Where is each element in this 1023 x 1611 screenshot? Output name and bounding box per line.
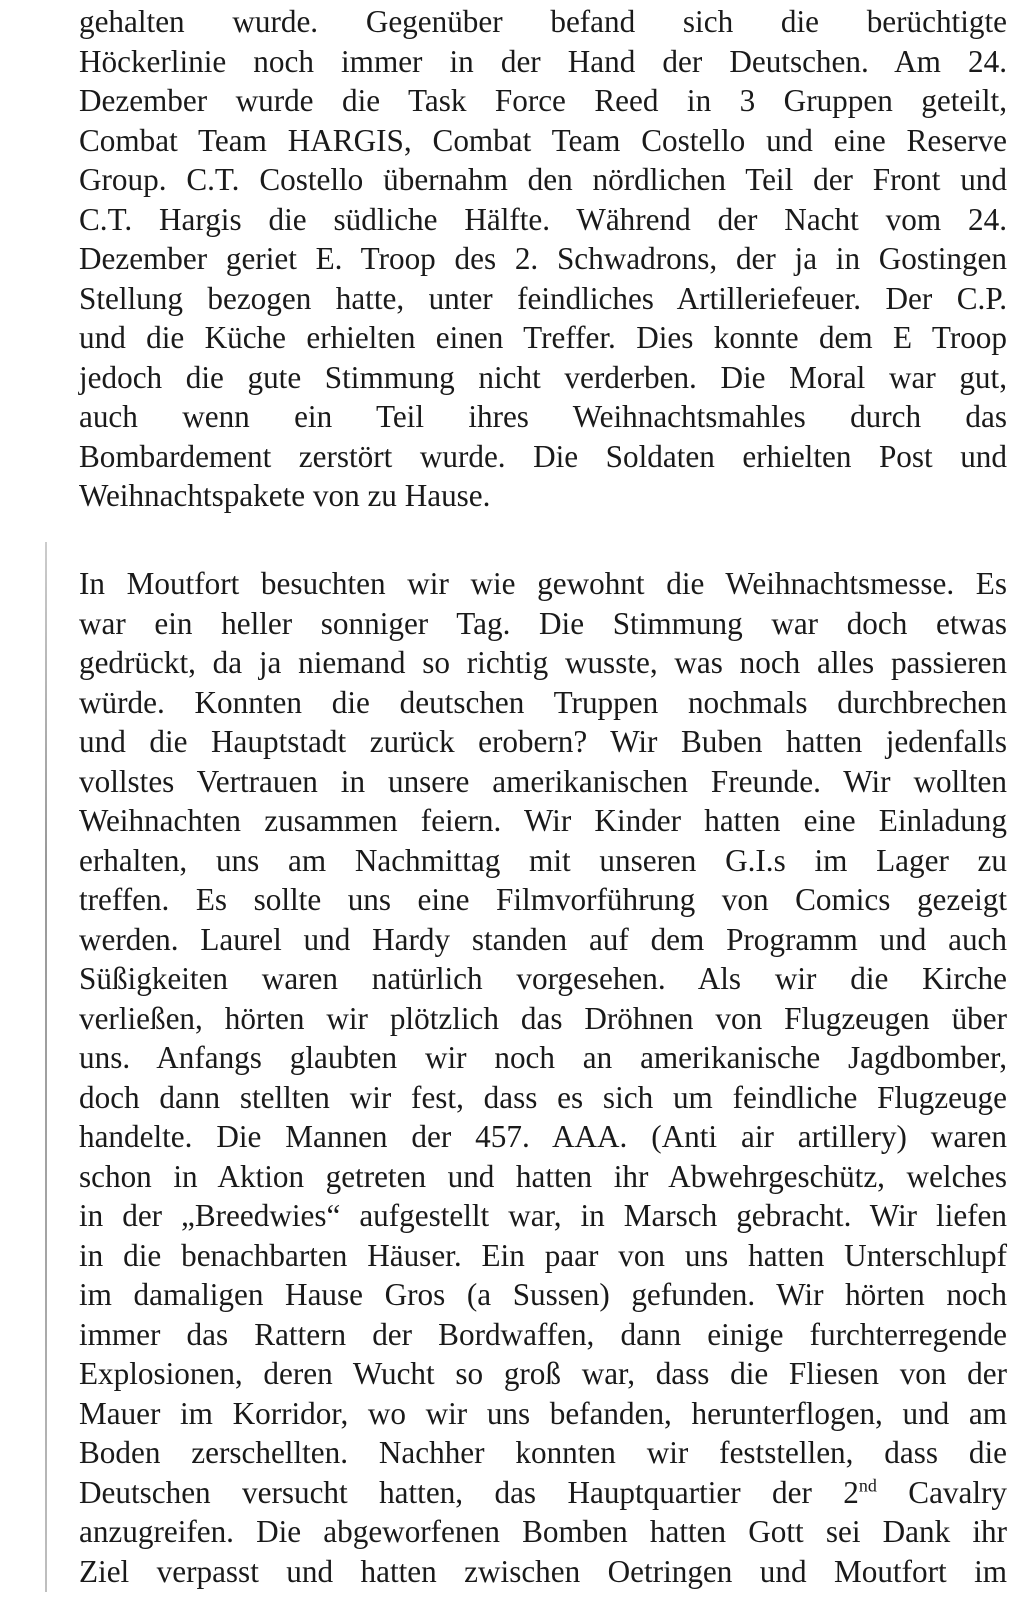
text-line: würde. Konnten die deutschen Truppen nochmals durchbrechen bbox=[79, 684, 1007, 720]
text-line: Mauer im Korridor, wo wir uns befanden, herunterflogen, und am bbox=[79, 1395, 1007, 1431]
text-line: Boden zerschellten. Nachher konnten wir feststellen, dass die bbox=[79, 1435, 1007, 1470]
text-line: Combat Team HARGIS, Combat Team Costello und eine Reserve bbox=[79, 122, 1007, 158]
text-line: erhalten, uns am Nachmittag mit unseren G.I.s im Lager zu bbox=[79, 842, 1007, 878]
text-line: verließen, hörten wir plötzlich das Dröhnen von Flugzeugen über bbox=[79, 1000, 1007, 1036]
text-line: Stellung bezogen hatte, unter feindliches Artilleriefeuer. Der C.P. bbox=[79, 280, 1007, 316]
paragraph-2 bbox=[79, 564, 1007, 1591]
text-line: uns. Anfangs glaubten wir noch an amerikanische Jagdbomber, bbox=[79, 1040, 1007, 1075]
text-line: Weihnachten zusammen feiern. Wir Kinder hatten eine Einladung bbox=[79, 803, 1007, 838]
text-line: doch dann stellten wir fest, dass es sich um feindliche Flugzeuge bbox=[79, 1079, 1007, 1115]
text-line: vollstes Vertrauen in unsere amerikanischen Freunde. Wir wollten bbox=[79, 763, 1007, 799]
text-line: Explosionen, deren Wucht so groß war, dass die Fliesen von der bbox=[79, 1356, 1007, 1391]
text-line: jedoch die gute Stimmung nicht verderben. Die Moral war gut, bbox=[79, 359, 1007, 395]
text-line: schon in Aktion getreten und hatten ihr Abwehrgeschütz, welches bbox=[79, 1158, 1007, 1194]
line-text-after: Cavalry bbox=[876, 1474, 1007, 1510]
text-line: Süßigkeiten waren natürlich vorgesehen. Als wir die Kirche bbox=[79, 961, 1007, 996]
text-line: Group. C.T. Costello übernahm den nördlichen Teil der Front und bbox=[79, 162, 1007, 197]
text-line: Weihnachtspakete von zu Hause. bbox=[79, 478, 491, 513]
text-line: werden. Laurel und Hardy standen auf dem Programm und auch bbox=[79, 921, 1007, 957]
text-line: Ziel verpasst und hatten zwischen Oetringen und Moutfort im bbox=[79, 1553, 1007, 1589]
text-line: anzugreifen. Die abgeworfenen Bomben hatten Gott sei Dank ihr bbox=[79, 1514, 1007, 1549]
text-line: In Moutfort besuchten wir wie gewohnt die Weihnachtsmesse. Es bbox=[79, 566, 1007, 601]
text-line: im damaligen Hause Gros (a Sussen) gefunden. Wir hörten noch bbox=[79, 1277, 1007, 1312]
text-line: treffen. Es sollte uns eine Filmvorführung von Comics gezeigt bbox=[79, 882, 1007, 917]
text-line: gedrückt, da ja niemand so richtig wusste, was noch alles passieren bbox=[79, 645, 1007, 680]
paragraph-1 bbox=[79, 2, 1007, 516]
text-line: immer das Rattern der Bordwaffen, dann einige furchterregende bbox=[79, 1316, 1007, 1352]
text-line: in die benachbarten Häuser. Ein paar von uns hatten Unterschlupf bbox=[79, 1237, 1007, 1273]
ordinal-superscript: nd bbox=[858, 1475, 877, 1496]
text-line: auch wenn ein Teil ihres Weihnachtsmahles durch das bbox=[79, 399, 1007, 434]
text-line: gehalten wurde. Gegenüber befand sich die berüchtigte bbox=[79, 4, 1007, 39]
text-line: in der „Breedwies“ aufgestellt war, in Marsch gebracht. Wir liefen bbox=[79, 1198, 1007, 1233]
text-line: und die Küche erhielten einen Treffer. Dies konnte dem E Troop bbox=[79, 320, 1007, 355]
text-line: und die Hauptstadt zurück erobern? Wir Buben hatten jedenfalls bbox=[79, 724, 1007, 759]
text-line: Höckerlinie noch immer in der Hand der Deutschen. Am 24. bbox=[79, 43, 1007, 79]
text-line: Dezember geriet E. Troop des 2. Schwadrons, der ja in Gostingen bbox=[79, 241, 1007, 276]
text-line-with-superscript bbox=[79, 1473, 1007, 1513]
margin-line bbox=[45, 542, 47, 1592]
text-line: C.T. Hargis die südliche Hälfte. Während der Nacht vom 24. bbox=[79, 201, 1007, 237]
text-line: Dezember wurde die Task Force Reed in 3 Gruppen geteilt, bbox=[79, 83, 1007, 118]
line-text-before: Deutschen versucht hatten, das Hauptquartier der 2 bbox=[79, 1474, 859, 1510]
text-line: Bombardement zerstört wurde. Die Soldaten erhielten Post und bbox=[79, 438, 1007, 474]
text-line: war ein heller sonniger Tag. Die Stimmung war doch etwas bbox=[79, 605, 1007, 641]
text-line: handelte. Die Mannen der 457. AAA. (Anti air artillery) waren bbox=[79, 1119, 1007, 1154]
